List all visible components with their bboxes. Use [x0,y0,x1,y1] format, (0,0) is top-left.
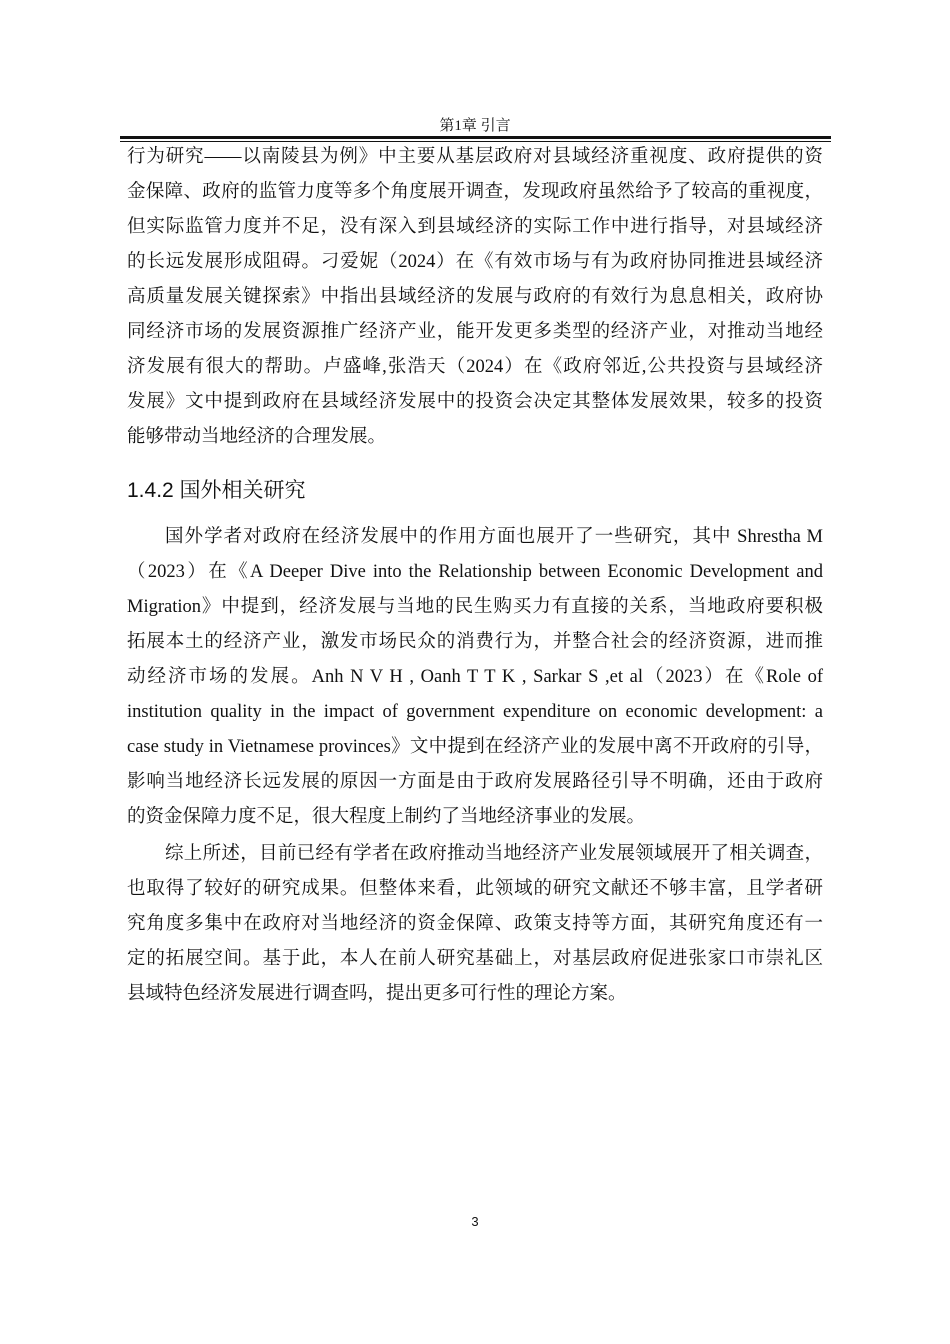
text-line: case study in Vietnamese provinces》文中提到在经济产业的发展中离不开政府的引导， [127,737,823,757]
text-line: 高质量发展关键探索》中指出县域经济的发展与政府的有效行为息息相关，政府协 [127,287,823,307]
text-line: Migration》中提到，经济发展与当地的民生购买力有直接的关系，当地政府要积极 [127,597,823,617]
text-line: 也取得了较好的研究成果。但整体来看，此领域的研究文献还不够丰富，且学者研 [127,879,823,899]
text-line: 拓展本土的经济产业，激发市场民众的消费行为，并整合社会的经济资源，进而推 [127,632,823,652]
text-line: 国外学者对政府在经济发展中的作用方面也展开了一些研究，其中 Shrestha M [165,527,823,547]
text-line: 综上所述，目前已经有学者在政府推动当地经济产业发展领域展开了相关调查， [165,844,823,864]
section-heading: 1.4.2 国外相关研究 [127,479,306,502]
chapter-title: 第1章 引言 [439,118,511,134]
text-line: 能够带动当地经济的合理发展。 [127,427,387,447]
paragraph-domestic-continued [127,140,823,455]
header-rule-thick [120,136,831,139]
text-line: institution quality in the impact of government expenditure on economic development: a [127,702,823,722]
text-line: 的长远发展形成阻碍。刁爱妮（2024）在《有效市场与有为政府协同推进县域经济 [127,252,823,272]
text-line: 究角度多集中在政府对当地经济的资金保障、政策支持等方面，其研究角度还有一 [127,914,823,934]
text-line: 发展》文中提到政府在县域经济发展中的投资会决定其整体发展效果，较多的投资 [127,392,823,412]
paragraph-summary [127,837,823,1012]
text-line: 但实际监管力度并不足，没有深入到县域经济的实际工作中进行指导，对县域经济 [127,217,823,237]
paragraph-foreign-research [127,520,823,835]
text-line: （2023）在《A Deeper Dive into the Relationship between Economic Development and [127,562,823,582]
text-line: 影响当地经济长远发展的原因一方面是由于政府发展路径引导不明确，还由于政府 [127,772,823,792]
text-line: 济发展有很大的帮助。卢盛峰,张浩天（2024）在《政府邻近,公共投资与县域经济 [127,357,823,377]
text-line: 金保障、政府的监管力度等多个角度展开调查，发现政府虽然给予了较高的重视度， [127,182,823,202]
text-line: 同经济市场的发展资源推广经济产业，能开发更多类型的经济产业，对推动当地经 [127,322,823,342]
page-number: 3 [471,1214,479,1229]
text-line: 定的拓展空间。基于此，本人在前人研究基础上，对基层政府促进张家口市崇礼区 [127,949,823,969]
text-line: 行为研究——以南陵县为例》中主要从基层政府对县域经济重视度、政府提供的资 [127,147,823,167]
text-line: 县域特色经济发展进行调查吗，提出更多可行性的理论方案。 [127,984,627,1004]
text-line: 的资金保障力度不足，很大程度上制约了当地经济事业的发展。 [127,807,646,827]
text-line: 动经济市场的发展。Anh N V H , Oanh T T K , Sarkar S ,et al（2023）在《Role of [127,667,823,687]
